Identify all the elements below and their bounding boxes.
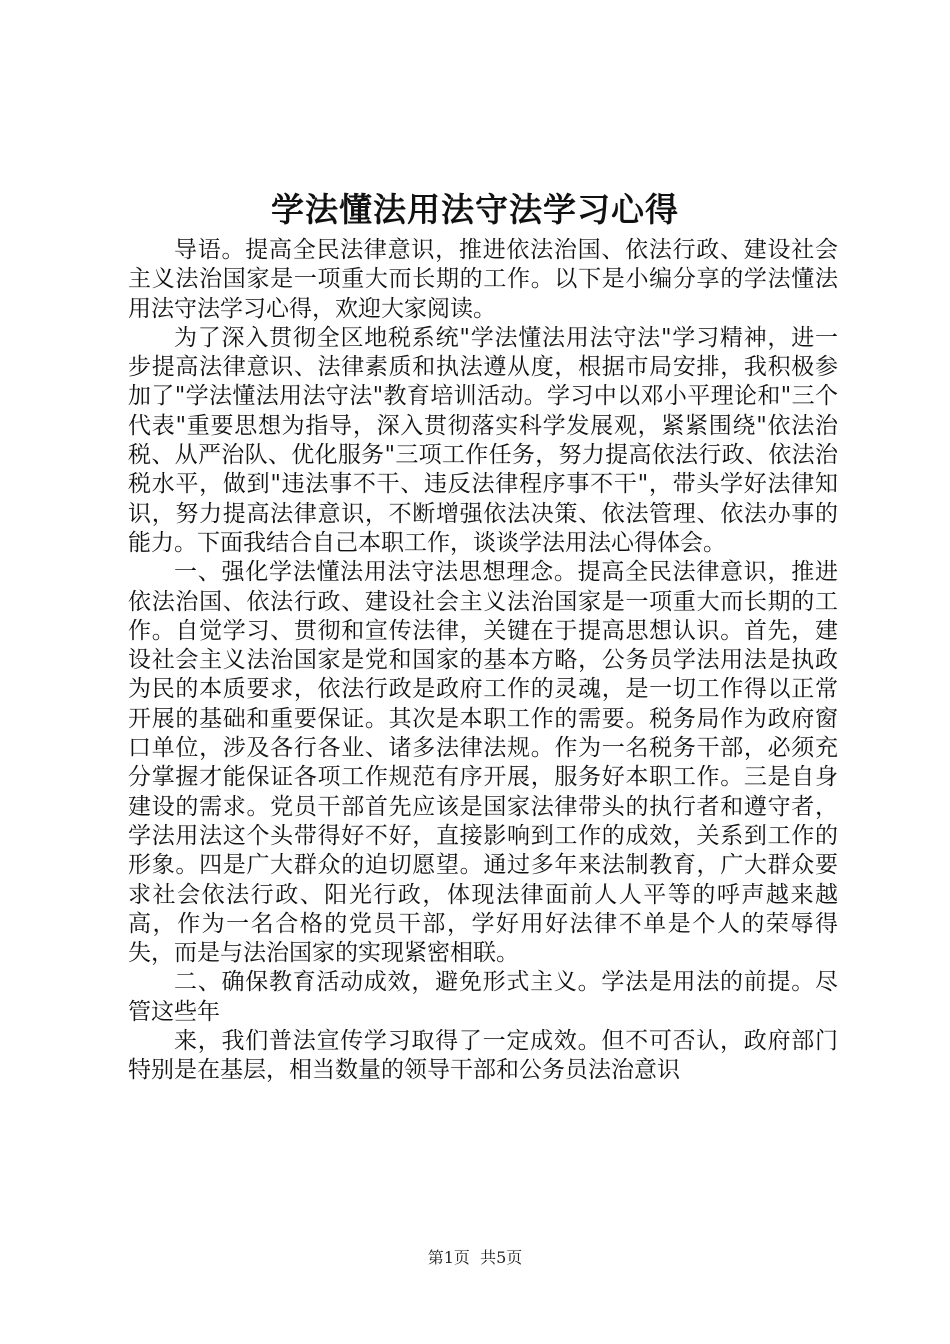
page-total: 共5页 [480, 1248, 523, 1267]
paragraph-continuation: 来，我们普法宣传学习取得了一定成效。但不可否认，政府部门特别是在基层，相当数量的领导干部和公务员法治意识 [128, 1028, 838, 1084]
paragraph-intro: 导语。提高全民法律意识，推进依法治国、依法行政、建设社会主义法治国家是一项重大而长期的工作。以下是小编分享的学法懂法用法守法学习心得，欢迎大家阅读。 [128, 237, 838, 322]
paragraph-section-one: 一、强化学法懂法用法守法思想理念。提高全民法律意识，推进依法治国、依法行政、建设社会主义法治国家是一项重大而长期的工作。自觉学习、贯彻和宣传法律，关键在于提高思想认识。首先，建设社会主义法治国家是党和国家的基本方略，公务员学法用法是执政为民的本质要求，依法行政是政府工作的灵魂，是一切工作得以正常开展的基础和重要保证。其次是本职工作的需要。税务局作为政府窗口单位，涉及各行各业、诸多法律法规。作为一名税务干部，必须充分掌握才能保证各项工作规范有序开展，服务好本职工作。三是自身建设的需求。党员干部首先应该是国家法律带头的执行者和遵守者，学法用法这个头带得好不好，直接影响到工作的成效，关系到工作的形象。四是广大群众的迫切愿望。通过多年来法制教育，广大群众要求社会依法行政、阳光行政，体现法律面前人人平等的呼声越来越高，作为一名合格的党员干部，学好用好法律不单是个人的荣辱得失，而是与法治国家的实现紧密相联。 [128, 559, 838, 967]
document-title: 学法懂法用法守法学习心得 [271, 190, 679, 229]
paragraph-background: 为了深入贯彻全区地税系统"学法懂法用法守法"学习精神，进一步提高法律意识、法律素质和执法遵从度，根据市局安排，我积极参加了"学法懂法用法守法"教育培训活动。学习中以邓小平理论和"三个代表"重要思想为指导，深入贯彻落实科学发展观，紧紧围绕"依法治税、从严治队、优化服务"三项工作任务，努力提高依法行政、依法治税水平，做到"违法事不干、违反法律程序事不干"，带头学好法律知识，努力提高法律意识，不断增强依法决策、依法管理、依法办事的能力。下面我结合自己本职工作，谈谈学法用法心得体会。 [128, 324, 838, 556]
document-body [128, 236, 838, 1086]
page-number: 第1页 [427, 1248, 470, 1267]
page-footer [0, 1246, 950, 1270]
paragraph-section-two: 二、确保教育活动成效，避免形式主义。学法是用法的前提。尽管这些年 [128, 969, 838, 1025]
